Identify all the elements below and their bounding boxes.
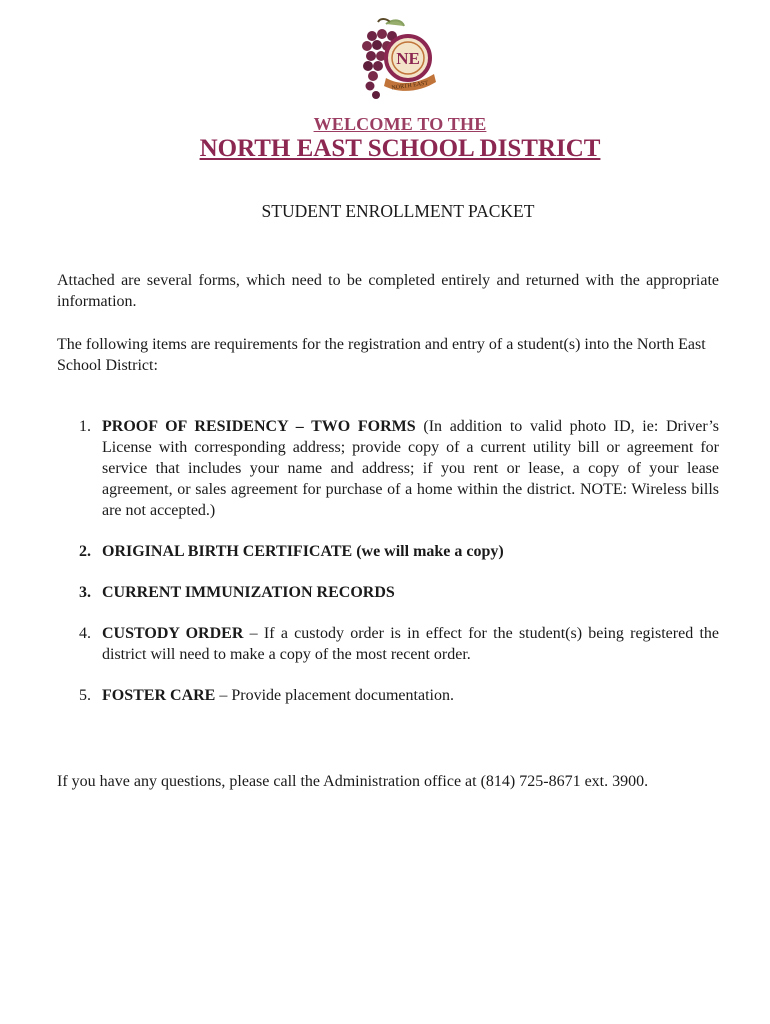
item-text: – Provide placement documentation. [215, 687, 454, 704]
contact-footer: If you have any questions, please call the Administration office at (814) 725-8671 ext. 3900. [57, 773, 649, 790]
intro-paragraph-1: Attached are several forms, which need to be completed entirely and returned with the appropriate information. [57, 272, 719, 310]
item-title: PROOF OF RESIDENCY – TWO FORMS [102, 418, 416, 435]
item-number: 2. [79, 543, 91, 560]
requirement-item-birth-certificate [57, 541, 719, 562]
welcome-heading: WELCOME TO THE [313, 114, 487, 134]
item-number: 1. [79, 418, 91, 435]
requirement-item-custody [57, 623, 719, 665]
item-text: – If a custody order is in effect for the student(s) being registered the district will need to make a copy of the most recent order. [102, 625, 719, 663]
svg-text:NORTH EAST: NORTH EAST [391, 80, 429, 92]
item-title: CUSTODY ORDER [102, 625, 244, 642]
seal-icon [386, 36, 430, 80]
svg-text:NE: NE [396, 49, 420, 68]
requirement-item-residency [57, 416, 719, 521]
item-title: ORIGINAL BIRTH CERTIFICATE (we will make a copy) [102, 543, 504, 560]
requirements-list [57, 416, 719, 726]
item-number: 5. [79, 687, 91, 704]
district-logo [356, 16, 440, 108]
requirement-item-immunization [57, 582, 719, 603]
item-number: 4. [79, 625, 91, 642]
item-number: 3. [79, 584, 91, 601]
packet-title: STUDENT ENROLLMENT PACKET [261, 201, 535, 221]
item-text: (In addition to valid photo ID, ie: Driver’s License with corresponding address; provide copy of a current utility bill or agreement for service that includes your name and address; if you rent or lease, a copy of your lease agreement, or sales agreement for purchase of a home within the district. NOTE: Wireless bills are not accepted.) [102, 418, 720, 519]
intro-paragraph-2: The following items are requirements for the registration and entry of a student(s) into the North East School District: [57, 336, 706, 374]
district-title: NORTH EAST SCHOOL DISTRICT [199, 135, 601, 162]
requirement-item-foster-care [57, 685, 719, 706]
item-title: CURRENT IMMUNIZATION RECORDS [102, 584, 395, 601]
item-title: FOSTER CARE [102, 687, 216, 704]
